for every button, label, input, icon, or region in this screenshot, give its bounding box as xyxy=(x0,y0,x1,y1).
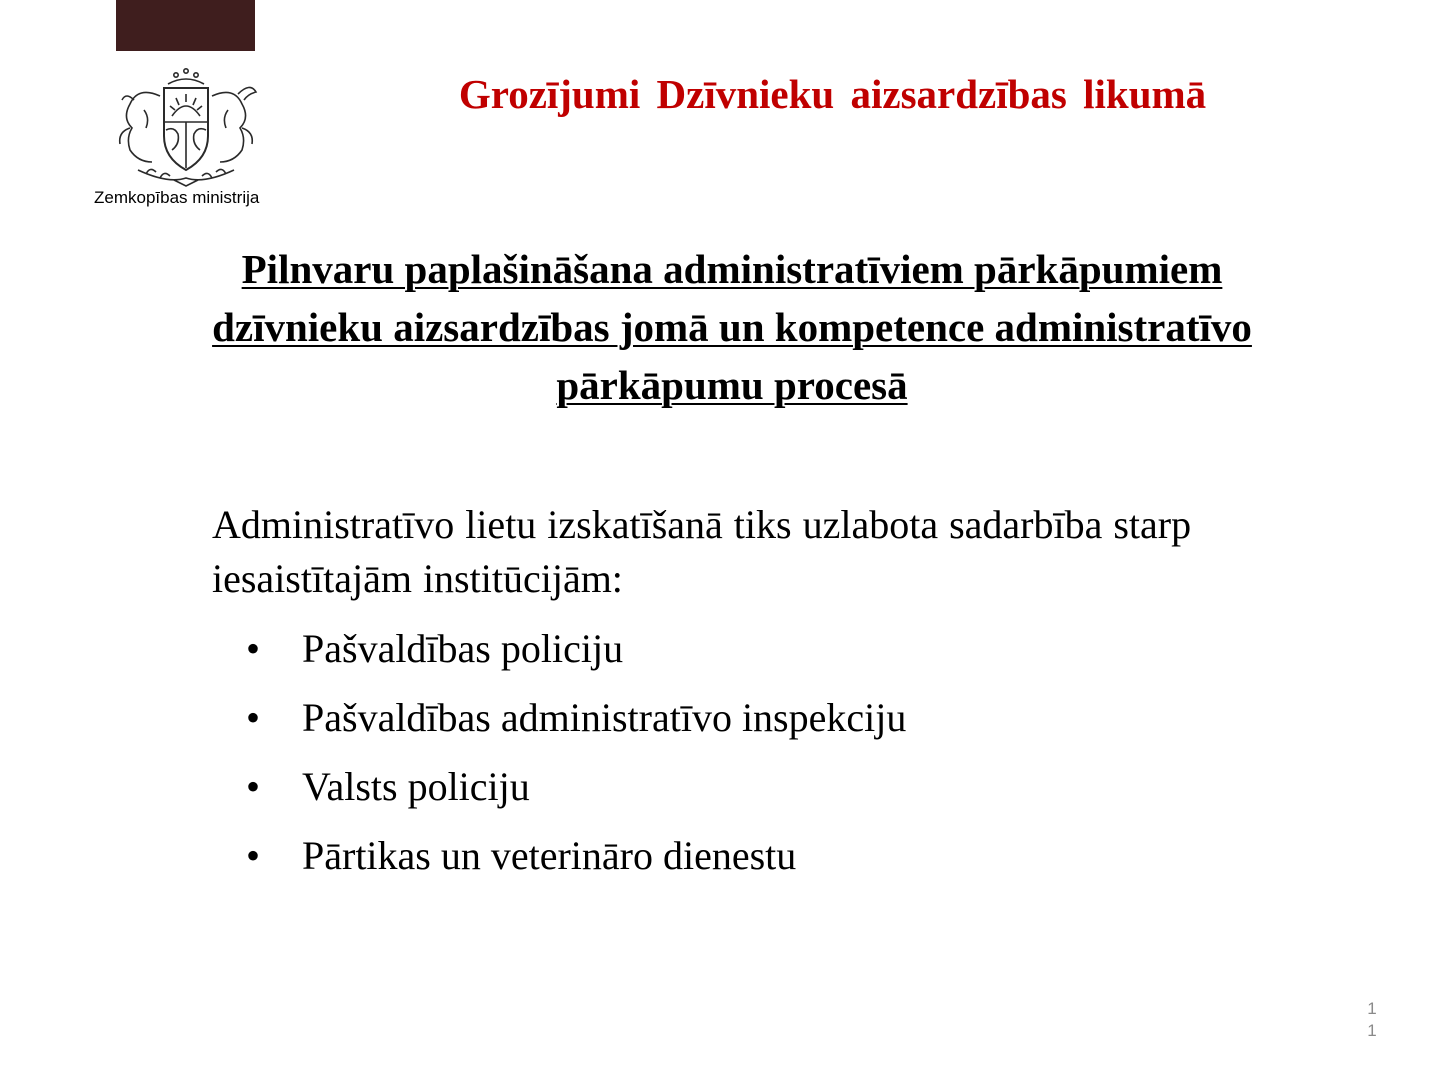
accent-bar xyxy=(116,0,255,51)
page-number-digit: 1 xyxy=(1367,999,1377,1018)
list-item xyxy=(246,614,906,683)
list-item-label: Pašvaldības policiju xyxy=(302,626,624,671)
bullet-icon: • xyxy=(246,833,261,878)
ministry-name: Zemkopības ministrija xyxy=(94,188,260,207)
page-number-digit: 1 xyxy=(1367,1021,1377,1040)
list-item-label: Pārtikas un veterināro dienestu xyxy=(302,833,797,878)
section-heading-line: pārkāpumu procesā xyxy=(556,362,908,408)
section-heading-line: dzīvnieku aizsardzības jomā un kompetence administratīvo xyxy=(212,304,1252,350)
bullet-icon: • xyxy=(246,764,261,809)
list-item xyxy=(246,683,906,752)
intro-paragraph: Administratīvo lietu izskatīšanā tiks uzlabota sadarbība starp iesaistītajām institūcijām: xyxy=(212,502,1192,601)
slide-title: Grozījumi Dzīvnieku aizsardzības likumā xyxy=(458,71,1207,117)
list-item xyxy=(246,821,906,890)
section-heading-line: Pilnvaru paplašināšana administratīviem pārkāpumiem xyxy=(241,246,1223,292)
list-item-label: Valsts policiju xyxy=(302,764,530,809)
institution-list xyxy=(246,614,906,890)
list-item-label: Pašvaldības administratīvo inspekciju xyxy=(302,695,907,740)
page-number xyxy=(1360,998,1384,1042)
bullet-icon: • xyxy=(246,695,261,740)
list-item xyxy=(246,752,906,821)
bullet-icon: • xyxy=(246,626,261,671)
latvia-coat-of-arms-icon xyxy=(108,66,264,190)
section-heading xyxy=(90,240,1374,414)
